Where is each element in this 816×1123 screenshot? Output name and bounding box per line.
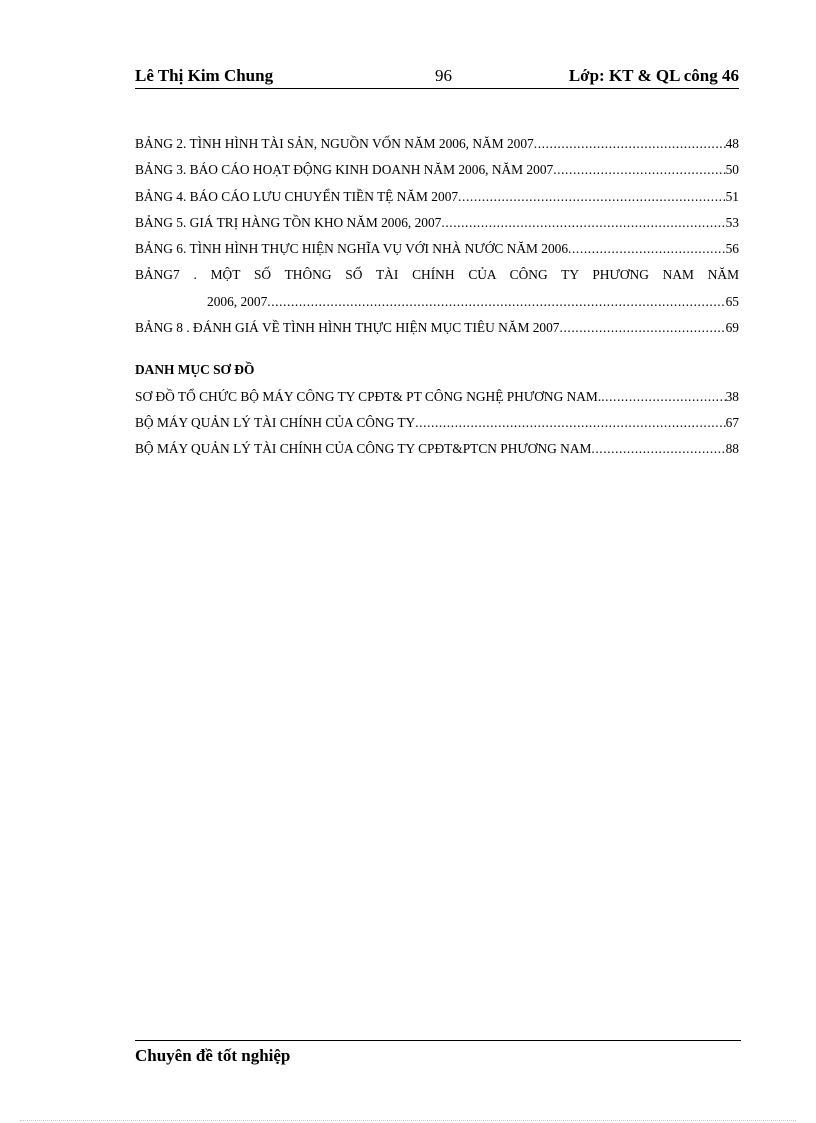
- toc-leader-dots: [534, 131, 726, 157]
- header-page-number: 96: [435, 66, 452, 85]
- toc-leader-dots: [568, 236, 726, 262]
- toc-entry-diagram-3[interactable]: [135, 436, 739, 462]
- page-footer: [135, 1040, 741, 1066]
- toc-entry-diagram-1[interactable]: [135, 384, 739, 410]
- toc-leader-dots: [415, 410, 725, 436]
- toc-entry-title: BẢNG 6. TÌNH HÌNH THỰC HIỆN NGHĨA VỤ VỚI NHÀ NƯỚC NĂM 2006: [135, 241, 569, 257]
- toc-entry-title: BỘ MÁY QUẢN LÝ TÀI CHÍNH CỦA CÔNG TY CPĐT&PTCN PHƯƠNG NAM: [135, 441, 592, 457]
- footer-text: Chuyên đề tốt nghiệp: [135, 1046, 291, 1065]
- toc-entry-page: 51: [725, 188, 739, 204]
- page-header: [135, 64, 739, 89]
- header-class: Lớp: KT & QL công 46: [568, 66, 739, 85]
- toc-entry-table-2[interactable]: [135, 131, 739, 157]
- page-bottom-border: [20, 1120, 796, 1121]
- toc-leader-dots: [560, 315, 726, 341]
- toc-leader-dots: [553, 157, 725, 183]
- toc-entry-table-3[interactable]: [135, 157, 739, 183]
- toc-leader-dots: [591, 436, 725, 462]
- toc-leader-dots: [601, 384, 725, 410]
- toc-entry-page: 67: [725, 414, 739, 430]
- diagram-list-heading: DANH MỤC SƠ ĐỒ: [135, 362, 255, 378]
- toc-entry-page: 50: [725, 162, 739, 178]
- toc-entry-page: 38: [725, 388, 739, 404]
- toc-entry-title: BẢNG 4. BÁO CÁO LƯU CHUYỂN TIỀN TỆ NĂM 2007: [135, 188, 459, 204]
- toc-entry-table-6[interactable]: [135, 236, 739, 262]
- toc-entry-title: SƠ ĐỒ TỔ CHỨC BỘ MÁY CÔNG TY CPĐT& PT CÔNG NGHỆ PHƯƠNG NAM.: [135, 388, 602, 404]
- toc-leader-dots: [458, 184, 726, 210]
- toc-entry-title: BẢNG 2. TÌNH HÌNH TÀI SẢN, NGUỒN VỐN NĂM 2006, NĂM 2007: [135, 136, 534, 151]
- toc-entry-table-4[interactable]: [135, 184, 739, 210]
- table-of-contents: [135, 131, 739, 463]
- toc-entry-title: BẢNG 5. GIÁ TRỊ HÀNG TỒN KHO NĂM 2006, 2007: [135, 214, 442, 230]
- toc-leader-dots: [441, 210, 725, 236]
- toc-entry-table-8[interactable]: [135, 315, 739, 341]
- toc-entry-table-5[interactable]: [135, 210, 739, 236]
- toc-entry-title: 2006, 2007: [207, 293, 268, 309]
- toc-entry-page: 56: [725, 241, 739, 257]
- toc-entry-page: 48: [725, 136, 739, 151]
- toc-entry-page: 65: [725, 293, 739, 309]
- toc-leader-dots: [267, 289, 725, 315]
- toc-entry-table-7-line1[interactable]: BẢNG7 . MỘT SỐ THÔNG SỐ TÀI CHÍNH CỦA CÔNG TY PHƯƠNG NAM NĂM: [135, 267, 739, 283]
- toc-entry-title: BẢNG 3. BÁO CÁO HOẠT ĐỘNG KINH DOANH NĂM 2006, NĂM 2007: [135, 162, 554, 178]
- toc-entry-page: 88: [725, 441, 739, 457]
- toc-entry-table-7-line2[interactable]: [135, 289, 739, 315]
- toc-entry-diagram-2[interactable]: [135, 410, 739, 436]
- toc-entry-page: 69: [725, 320, 739, 336]
- toc-entry-title: BỘ MÁY QUẢN LÝ TÀI CHÍNH CỦA CÔNG TY: [135, 414, 416, 430]
- toc-entry-title: BẢNG 8 . ĐÁNH GIÁ VỀ TÌNH HÌNH THỰC HIỆN MỤC TIÊU NĂM 2007: [135, 320, 560, 336]
- toc-entry-page: 53: [725, 214, 739, 230]
- header-author: Lê Thị Kim Chung: [135, 66, 274, 85]
